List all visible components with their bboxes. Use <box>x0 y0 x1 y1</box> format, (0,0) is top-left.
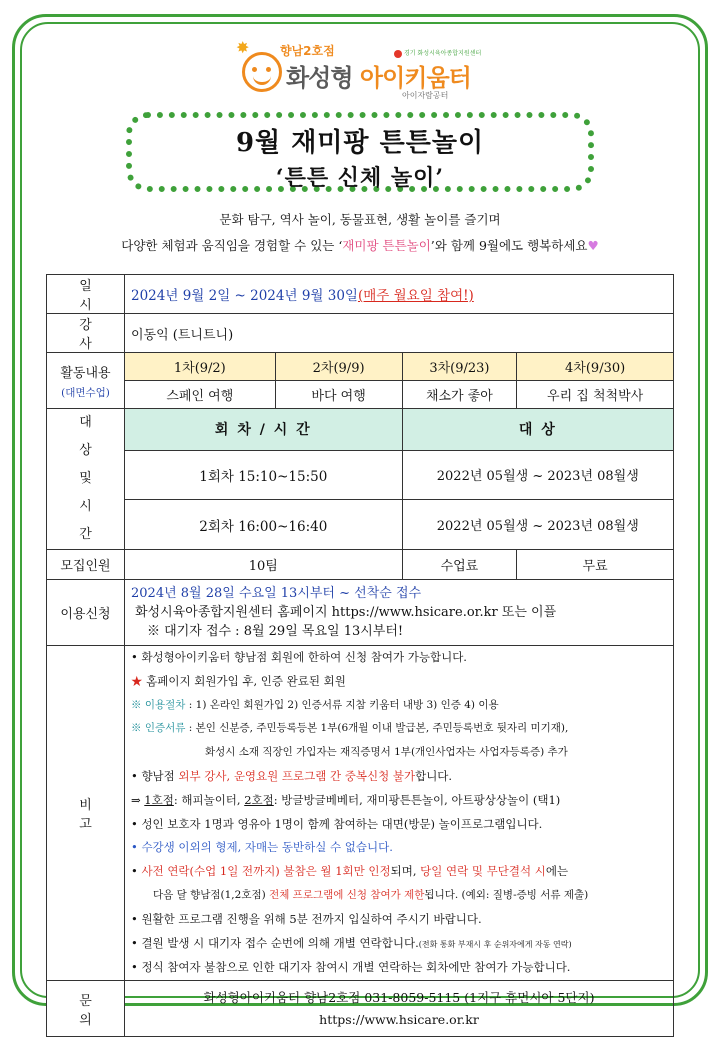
activity-theme-4: 우리 집 척척박사 <box>517 381 674 409</box>
logo-branch: 향남2호점 <box>280 44 335 58</box>
apply-open-date: 2024년 8월 28일 수요일 13시부터 ~ 선착순 접수 <box>131 586 422 601</box>
remark-10-a: • <box>131 864 142 879</box>
instructor-name: 이동익 (트니트니) <box>125 314 674 353</box>
remark-12: • 원활한 프로그램 진행을 위해 5분 전까지 입실하여 주시기 바랍니다. <box>131 911 482 926</box>
remark-7-b: : 방글방글베베터, 재미팡튼튼놀이, 아트팡상상놀이 (택1) <box>273 792 561 807</box>
remark-13-a: • 결원 발생 시 대기자 접수 순번에 의해 개별 연락합니다. <box>131 935 419 950</box>
schedule-period: 2024년 9월 2일 ~ 2024년 9월 30일 <box>131 288 358 304</box>
remark-7-a: : 해피놀이터, <box>173 792 245 807</box>
remark-4-text: : 본인 신분증, 주민등록등본 1부(6개월 이내 발급본, 주민등록번호 뒷자리 미기재), <box>185 722 569 735</box>
row-session-2 <box>47 500 674 550</box>
remark-7-branch-2: 2호점 <box>244 792 274 807</box>
session-2-target: 2022년 05월생 ~ 2023년 08월생 <box>402 500 673 550</box>
apply-details <box>125 580 674 646</box>
intro-text-a: 다양한 체험과 움직임을 경험할 수 있는 ‘ <box>121 238 343 253</box>
row-activity-rounds <box>47 353 674 381</box>
target-label-2: 및 <box>79 471 92 486</box>
target-label-cell <box>47 409 125 550</box>
page-subtitle: ‘튼튼 신체 놀이’ <box>275 165 445 191</box>
remark-11-red: 전체 프로그램에 신청 참여가 제한 <box>269 888 425 901</box>
remark-5: 화성시 소재 직장인 가입자는 재직증명서 1부(개인사업자는 사업자등록증) 추가 <box>205 746 568 759</box>
logo-tagline: 아이자람공터 <box>402 91 449 100</box>
remark-10-red-2: 당일 연락 및 무단결석 시 <box>420 864 546 879</box>
activity-round-4: 4차(9/30) <box>517 353 674 381</box>
remark-6-b: 합니다. <box>415 768 453 783</box>
target-label-1: 대 상 <box>79 415 106 458</box>
recruit-count: 10팀 <box>125 550 403 580</box>
sparkle-icon: ✸ <box>236 38 250 57</box>
page-title: 9월 재미팡 튼튼놀이 <box>235 128 485 158</box>
star-icon: ★ <box>131 673 143 688</box>
intro-line-1: 문화 탐구, 역사 놀이, 동물표현, 생활 놀이를 즐기며 <box>219 212 501 227</box>
partner-logo <box>394 48 481 58</box>
recruit-label: 모집인원 <box>47 550 125 580</box>
partner-dot-icon <box>394 50 402 58</box>
remark-14: • 정식 참여자 불참으로 인한 대기자 참여시 개별 연락하는 회차에만 참여가 가능합니다. <box>131 960 571 975</box>
info-table <box>46 274 674 1037</box>
remark-11 <box>131 884 667 908</box>
remark-11-a: 다음 달 향남점(1,2호점) <box>153 888 270 901</box>
logo-name <box>286 58 471 93</box>
activity-round-2: 2차(9/9) <box>275 353 402 381</box>
remark-2 <box>131 670 667 694</box>
target-label-3: 시 간 <box>79 499 106 542</box>
remark-6-red: 외부 강사, 운영요원 프로그램 간 중복신청 불가 <box>178 768 416 783</box>
fee-label: 수업료 <box>402 550 517 580</box>
session-1-target: 2022년 05월생 ~ 2023년 08월생 <box>402 450 673 500</box>
row-recruit <box>47 550 674 580</box>
activities-label: 활동내용 <box>60 365 111 381</box>
remark-10-c: 에는 <box>545 864 569 879</box>
remark-7-branch-1: 1호점 <box>144 792 174 807</box>
smiley-face-icon <box>242 52 282 92</box>
target-header-target: 대 상 <box>402 409 673 451</box>
remark-13 <box>131 932 667 957</box>
remark-13-tiny: (전화 통화 부재시 후 순위자에게 자동 연락) <box>418 939 572 949</box>
target-header-time: 회 차 / 시 간 <box>125 409 403 451</box>
row-contact <box>47 981 674 1037</box>
session-2-time: 2회차 16:00~16:40 <box>125 500 403 550</box>
remark-4-mark: ※ 인증서류 <box>131 722 186 735</box>
title-box <box>126 112 594 192</box>
logo-name-part1: 화성형 <box>286 64 360 92</box>
remark-3-mark: ※ 이용절차 <box>131 698 186 711</box>
remark-6 <box>131 765 667 789</box>
heart-icon: ♥ <box>587 238 599 253</box>
apply-waitlist: ※ 대기자 접수 : 8월 29일 목요일 13시부터! <box>147 624 404 639</box>
remark-11-b: 됩니다. (예외: 질병-증빙 서류 제출) <box>424 888 589 901</box>
fee-value: 무료 <box>517 550 674 580</box>
intro-text-b: ’와 함께 9월에도 행복하세요 <box>430 238 588 253</box>
apply-method: 화성시육아종합지원센터 홈페이지 https://www.hsicare.or.kr 또는 이플 <box>135 605 557 620</box>
remarks-label: 비 고 <box>47 646 125 981</box>
arrow-icon: ⇒ <box>131 792 145 807</box>
activity-theme-1: 스페인 여행 <box>125 381 276 409</box>
row-session-1 <box>47 450 674 500</box>
activity-round-1: 1차(9/2) <box>125 353 276 381</box>
remark-2-text: 홈페이지 회원가입 후, 인증 완료된 회원 <box>142 673 346 688</box>
partner-name: 경기 화성시육아종합지원센터 <box>404 50 482 57</box>
schedule-note: (매주 월요일 참여!) <box>357 288 474 304</box>
contact-phone-address: 화성형아이키움터 향남2호점 031-8059-5115 (1지구 휴먼시아 5단지) <box>203 989 595 1005</box>
remark-3-text: : 1) 온라인 회원가입 2) 인증서류 지참 키움터 내방 3) 인증 4) 이용 <box>185 698 499 711</box>
remark-10-b: 되며, <box>390 864 421 879</box>
remark-10 <box>131 860 667 884</box>
intro-line-2 <box>40 236 680 254</box>
activity-theme-2: 바다 여행 <box>275 381 402 409</box>
remark-8: • 성인 보호자 1명과 영유아 1명이 함께 참여하는 대면(방문) 놀이프로그램입니다. <box>131 816 543 831</box>
activity-round-3: 3차(9/23) <box>402 353 517 381</box>
session-1-time: 1회차 15:10~15:50 <box>125 450 403 500</box>
remark-3 <box>131 694 667 718</box>
remark-9: • 수강생 이외의 형제, 자매는 동반하실 수 없습니다. <box>131 840 393 855</box>
remark-1: • 화성형아이키움터 향남점 회원에 한하여 신청 참여가 가능합니다. <box>131 650 467 664</box>
row-instructor <box>47 314 674 353</box>
remark-4 <box>131 717 667 741</box>
row-remarks <box>47 646 674 981</box>
contact-details <box>125 981 674 1037</box>
activities-label-cell <box>47 353 125 409</box>
remark-10-red-1: 사전 연락(수업 1일 전까지) 불참은 월 1회만 인정 <box>141 864 391 879</box>
activities-sub-label: (대면수업) <box>61 386 110 399</box>
contact-label: 문 의 <box>47 981 125 1037</box>
contact-website[interactable]: https://www.hsicare.or.kr <box>319 1011 479 1027</box>
remark-6-a: • 향남점 <box>131 768 179 783</box>
instructor-label: 강 사 <box>47 314 125 353</box>
schedule-label: 일 시 <box>47 275 125 314</box>
remarks-list <box>125 646 674 981</box>
intro-program-name: 재미팡 튼튼놀이 <box>342 238 431 253</box>
row-apply <box>47 580 674 646</box>
row-activity-themes <box>47 381 674 409</box>
activity-theme-3: 채소가 좋아 <box>402 381 517 409</box>
logo-name-part2: 아이키움터 <box>359 64 471 92</box>
schedule-value <box>125 275 674 314</box>
remark-7 <box>131 789 667 813</box>
row-schedule <box>47 275 674 314</box>
apply-label: 이용신청 <box>47 580 125 646</box>
row-target-header <box>47 409 674 451</box>
